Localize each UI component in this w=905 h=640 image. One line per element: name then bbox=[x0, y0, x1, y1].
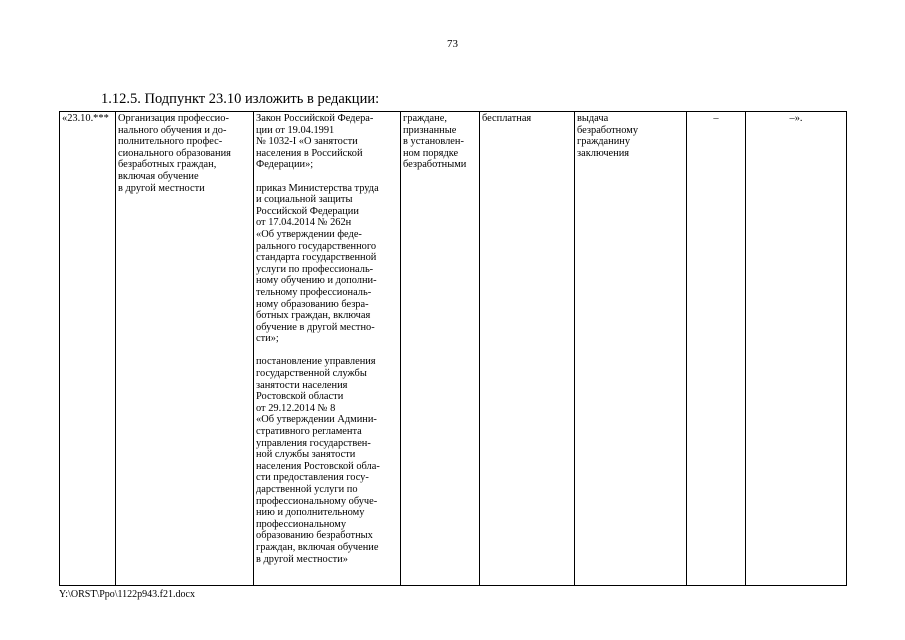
services-table bbox=[59, 111, 847, 586]
cell-number: «23.10.*** bbox=[60, 112, 116, 586]
table-row bbox=[60, 112, 847, 586]
cell-col7: – bbox=[687, 112, 746, 586]
cell-col8: –». bbox=[746, 112, 847, 586]
footer-file-path: Y:\ORST\Ppo\1122p943.f21.docx bbox=[59, 589, 195, 600]
cell-legal-basis: Закон Российской Федера- ции от 19.04.1991 № 1032-I «О занятости населения в Российской Федерации»; приказ Министерства труда и социальной защиты Российской Федерации от 17.04.2014 № 262н «Об утверждении феде- рального государственного стандарта государственной услуги по профессиональ- ному обучению и дополни- тельному профессиональ- ному образованию безра- ботных граждан, включая обучение в другой местно- сти»; постановление управления государственной службы занятости населения Ростовской области от 29.12.2014 № 8 «Об утверждении Админи- стративного регламента управления государствен- ной службы занятости населения Ростовской обла- сти предоставления госу- дарственной услуги по профессиональному обуче- нию и дополнительному профессиональному образованию безработных граждан, включая обучение в другой местности» bbox=[254, 112, 401, 586]
section-heading: 1.12.5. Подпункт 23.10 изложить в редакции: bbox=[101, 91, 380, 107]
cell-service-name: Организация профессио- нального обучения и до- полнительного профес- сионального образования безработных граждан, включая обучение в другой местности bbox=[116, 112, 254, 586]
cell-recipients: граждане, признанные в установлен- ном порядке безработными bbox=[401, 112, 480, 586]
cell-cost: бесплатная bbox=[480, 112, 575, 586]
cell-result: выдача безработному гражданину заключения bbox=[575, 112, 687, 586]
page-number: 73 bbox=[447, 38, 458, 50]
